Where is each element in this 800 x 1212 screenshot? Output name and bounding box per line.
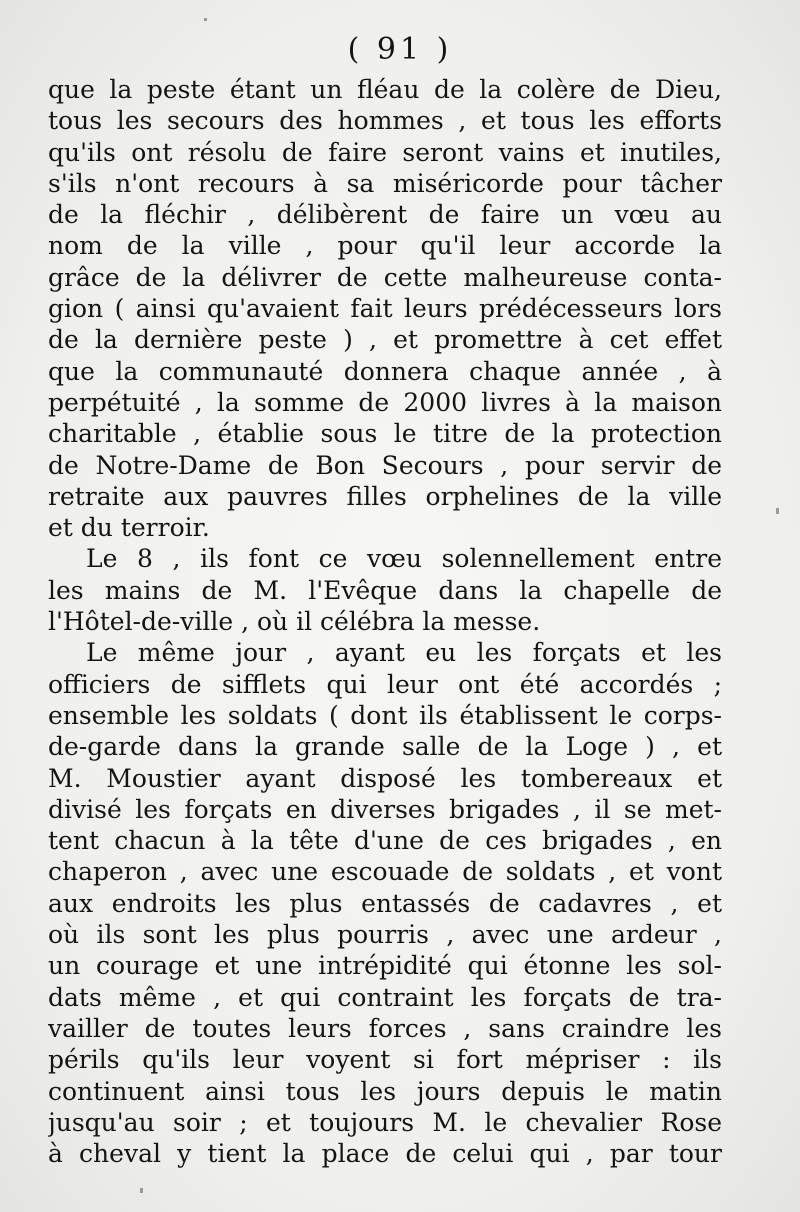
- text-line: tous les secours des hommes , et tous les efforts: [48, 106, 722, 136]
- text-line: l'Hôtel-de-ville , où il célébra la messe.: [48, 607, 541, 637]
- body-text: [48, 74, 722, 1169]
- text-line: un courage et une intrépidité qui étonne les sol-: [48, 951, 722, 981]
- text-line: continuent ainsi tous les jours depuis le matin: [48, 1076, 722, 1106]
- paragraph-1: [48, 74, 722, 543]
- text-line: de Notre-Dame de Bon Secours , pour servir de: [48, 450, 722, 480]
- page-number: ( 91 ): [347, 32, 453, 67]
- text-line: M. Moustier ayant disposé les tombereaux et: [48, 763, 722, 793]
- text-line: que la communauté donnera chaque année , à: [48, 356, 722, 386]
- text-line: gion ( ainsi qu'avaient fait leurs prédécesseurs lors: [48, 294, 722, 324]
- text-line: vailler de toutes leurs forces , sans craindre les: [48, 1013, 722, 1043]
- text-line: que la peste étant un fléau de la colère de Dieu,: [48, 75, 722, 104]
- text-line: s'ils n'ont recours à sa miséricorde pour tâcher: [48, 168, 722, 198]
- text-line: dats même , et qui contraint les forçats de tra-: [48, 982, 722, 1012]
- margin-speck: [140, 1188, 143, 1193]
- text-line: où ils sont les plus pourris , avec une ardeur ,: [48, 920, 722, 950]
- text-line: officiers de sifflets qui leur ont été accordés ;: [48, 669, 722, 699]
- text-line: perpétuité , la somme de 2000 livres à la maison: [48, 387, 722, 417]
- text-line: qu'ils ont résolu de faire seront vains et inutiles,: [48, 137, 722, 167]
- margin-speck: [204, 18, 207, 21]
- text-line: de la dernière peste ) , et promettre à cet effet: [48, 325, 722, 355]
- paragraph-2: [48, 543, 722, 637]
- text-line: aux endroits les plus entassés de cadavres , et: [48, 888, 722, 918]
- text-line: de-garde dans la grande salle de la Loge ) , et: [48, 732, 722, 762]
- text-line: Le 8 , ils font ce vœu solennellement entre: [86, 544, 722, 574]
- margin-speck: [776, 508, 779, 514]
- text-line: divisé les forçats en diverses brigades , il se met-: [48, 794, 722, 824]
- text-line: nom de la ville , pour qu'il leur accorde la: [48, 231, 722, 261]
- text-line: tent chacun à la tête d'une de ces brigades , en: [48, 826, 722, 856]
- text-line: retraite aux pauvres filles orphelines de la ville: [48, 481, 722, 511]
- text-line: et du terroir.: [48, 513, 210, 543]
- text-line: de la fléchir , délibèrent de faire un vœu au: [48, 200, 722, 230]
- text-line: Le même jour , ayant eu les forçats et les: [86, 638, 722, 668]
- text-line: charitable , établie sous le titre de la protection: [48, 419, 722, 449]
- text-line: ensemble les soldats ( dont ils établissent le corps-: [48, 700, 722, 730]
- text-line: à cheval y tient la place de celui qui , par tour: [48, 1139, 722, 1169]
- text-line: grâce de la délivrer de cette malheureuse conta-: [48, 262, 722, 292]
- text-line: périls qu'ils leur voyent si fort mépriser : ils: [48, 1045, 722, 1075]
- text-line: chaperon , avec une escouade de soldats , et vont: [48, 857, 722, 887]
- text-line: les mains de M. l'Evêque dans la chapelle de: [48, 575, 722, 605]
- text-line: jusqu'au soir ; et toujours M. le chevalier Rose: [48, 1107, 722, 1137]
- paragraph-3: [48, 637, 722, 1169]
